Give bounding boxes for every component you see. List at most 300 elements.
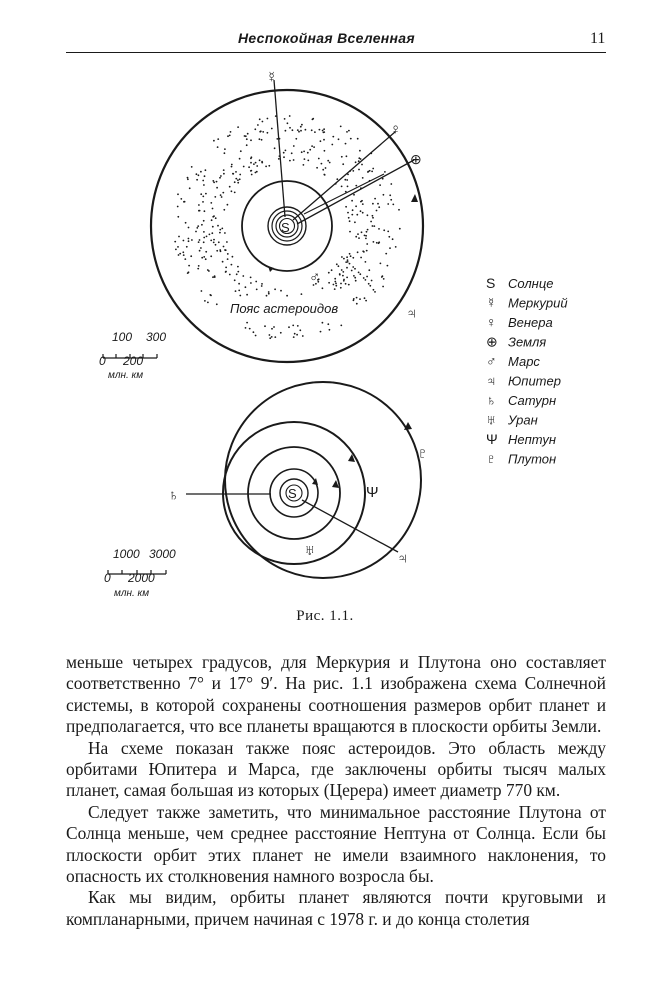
uranus-symbol: ♅: [304, 542, 316, 559]
asteroid-dot: [204, 210, 206, 212]
asteroid-dot: [352, 257, 354, 259]
asteroid-dot: [261, 283, 263, 285]
asteroid-dot: [336, 178, 338, 180]
asteroid-dot: [209, 234, 211, 236]
asteroid-dot: [287, 122, 289, 124]
asteroid-dot: [224, 232, 226, 234]
asteroid-dot: [348, 284, 350, 286]
asteroid-dot: [203, 241, 205, 243]
asteroid-dot: [199, 239, 201, 241]
asteroid-dot: [219, 232, 221, 234]
legend-label: Сатурн: [508, 393, 557, 408]
asteroid-dot: [197, 225, 199, 227]
asteroid-dot: [244, 135, 246, 137]
asteroid-dot: [303, 151, 305, 153]
page-number: 11: [590, 30, 606, 47]
asteroid-dot: [285, 150, 287, 152]
asteroid-dot: [294, 333, 296, 335]
asteroid-dot: [352, 170, 354, 172]
asteroid-dot: [274, 288, 276, 290]
asteroid-dot: [203, 184, 205, 186]
asteroid-dot: [340, 325, 342, 327]
asteroid-dot: [296, 334, 298, 336]
asteroid-dot: [234, 181, 236, 183]
outer-scale-tick-0: 0: [104, 571, 111, 585]
asteroid-dot: [259, 118, 261, 120]
asteroid-dot: [200, 247, 202, 249]
legend-label: Меркурий: [508, 295, 568, 311]
asteroid-dot: [323, 132, 325, 134]
asteroid-dot: [231, 164, 233, 166]
paragraph-4: Как мы видим, орбиты планет являются почти круговыми и компланарными, причем начиная с 1978 г. и до конца столетия: [66, 887, 606, 929]
asteroid-dot: [280, 332, 282, 334]
asteroid-dot: [373, 241, 375, 243]
legend-label: Плутон: [508, 451, 557, 467]
asteroid-dot: [346, 267, 348, 269]
asteroid-dot: [255, 172, 257, 174]
asteroid-dot: [352, 266, 354, 268]
asteroid-dot: [293, 145, 295, 147]
body-text: [66, 652, 606, 930]
asteroid-dot: [349, 231, 351, 233]
asteroid-dot: [177, 216, 179, 218]
asteroid-dot: [378, 228, 380, 230]
asteroid-dot: [323, 139, 325, 141]
asteroid-dot: [367, 214, 369, 216]
asteroid-dot: [187, 272, 189, 274]
asteroid-dot: [185, 222, 187, 224]
asteroid-dot: [246, 322, 248, 324]
asteroid-dot: [372, 203, 374, 205]
asteroid-dot: [327, 160, 329, 162]
asteroid-dot: [242, 275, 244, 277]
asteroid-dot: [307, 160, 309, 162]
asteroid-dot: [196, 173, 198, 175]
asteroid-dot: [328, 282, 330, 284]
asteroid-dot: [216, 303, 218, 305]
asteroid-dot: [197, 268, 199, 270]
asteroid-dot: [286, 295, 288, 297]
asteroid-dot: [210, 202, 212, 204]
asteroid-dot: [202, 201, 204, 203]
jupiter-symbol-inner: ♃: [406, 305, 418, 322]
asteroid-dot: [357, 233, 359, 235]
neptune-symbol: Ψ: [366, 484, 379, 501]
asteroid-dot: [333, 284, 335, 286]
asteroid-dot: [373, 225, 375, 227]
asteroid-dot: [353, 298, 355, 300]
asteroid-dot: [224, 148, 226, 150]
jupiter-pointer-line: [302, 500, 398, 552]
asteroid-dot: [323, 128, 325, 130]
asteroid-dot: [358, 157, 360, 159]
asteroid-dot: [213, 140, 215, 142]
legend-symbol: ☿: [486, 294, 497, 311]
asteroid-dot: [346, 155, 348, 157]
asteroid-dot: [365, 261, 367, 263]
asteroid-dot: [346, 256, 348, 258]
legend-symbol: ♇: [486, 450, 497, 467]
asteroid-dot: [283, 152, 285, 154]
asteroid-dot: [220, 194, 222, 196]
asteroid-dot: [362, 250, 364, 252]
asteroid-dot: [280, 290, 282, 292]
asteroid-dot: [388, 236, 390, 238]
asteroid-dot: [345, 143, 347, 145]
asteroid-dot: [358, 160, 360, 162]
asteroid-dot: [300, 126, 302, 128]
asteroid-dot: [216, 250, 218, 252]
asteroid-belt-label: Пояс астероидов: [230, 301, 339, 316]
asteroid-dot: [205, 251, 207, 253]
asteroid-dot: [346, 179, 348, 181]
asteroid-dot: [354, 277, 356, 279]
asteroid-dot: [300, 130, 302, 132]
asteroid-dot: [237, 271, 239, 273]
asteroid-dot: [341, 186, 343, 188]
asteroid-dot: [264, 325, 266, 327]
asteroid-dot: [222, 192, 224, 194]
asteroid-dot: [378, 206, 380, 208]
asteroid-dot: [301, 293, 303, 295]
asteroid-dot: [191, 166, 193, 168]
asteroid-dot: [360, 257, 362, 259]
asteroid-dot: [205, 193, 207, 195]
asteroid-dot: [213, 215, 215, 217]
asteroid-dot: [237, 126, 239, 128]
asteroid-dot: [248, 166, 250, 168]
asteroid-dot: [267, 132, 269, 134]
asteroid-dot: [362, 177, 364, 179]
asteroid-dot: [255, 281, 257, 283]
asteroid-dot: [231, 190, 233, 192]
outer-scale-tick-1000: 1000: [113, 547, 140, 561]
asteroid-dot: [322, 322, 324, 324]
asteroid-dot: [187, 178, 189, 180]
asteroid-dot: [355, 236, 357, 238]
asteroid-dot: [313, 146, 315, 148]
asteroid-dot: [349, 263, 351, 265]
asteroid-dot: [246, 144, 248, 146]
asteroid-dot: [320, 140, 322, 142]
legend-label: Солнце: [508, 276, 554, 291]
asteroid-dot: [283, 156, 285, 158]
asteroid-dot: [220, 250, 222, 252]
asteroid-dot: [227, 135, 229, 137]
asteroid-dot: [205, 169, 207, 171]
legend-label: Нептун: [508, 432, 556, 447]
asteroid-dot: [340, 283, 342, 285]
asteroid-dot: [365, 300, 367, 302]
asteroid-dot: [373, 289, 375, 291]
asteroid-dot: [314, 131, 316, 133]
asteroid-dot: [366, 231, 368, 233]
asteroid-dot: [253, 331, 255, 333]
asteroid-dot: [345, 206, 347, 208]
asteroid-dot: [364, 297, 366, 299]
figure-caption: Рис. 1.1.: [296, 608, 354, 624]
asteroid-dot: [351, 214, 353, 216]
asteroid-dot: [216, 181, 218, 183]
asteroid-dot: [274, 147, 276, 149]
asteroid-dot: [202, 196, 204, 198]
asteroid-dot: [334, 288, 336, 290]
asteroid-dot: [239, 158, 241, 160]
figure-solar-system: [0, 60, 650, 635]
asteroid-dot: [259, 131, 261, 133]
asteroid-dot: [297, 325, 299, 327]
asteroid-dot: [184, 258, 186, 260]
page-header: [0, 0, 650, 58]
asteroid-dot: [372, 215, 374, 217]
asteroid-dot: [212, 276, 214, 278]
jupiter-symbol-outer: ♃: [397, 550, 409, 567]
asteroid-dot: [214, 196, 216, 198]
asteroid-dot: [385, 253, 387, 255]
asteroid-dot: [347, 186, 349, 188]
asteroid-dot: [289, 160, 291, 162]
asteroid-dot: [309, 149, 311, 151]
asteroid-dot: [221, 196, 223, 198]
asteroid-dot: [199, 250, 201, 252]
asteroid-dot: [213, 242, 215, 244]
asteroid-dot: [392, 204, 394, 206]
asteroid-dot: [331, 269, 333, 271]
asteroid-dot: [387, 231, 389, 233]
outer-scale-unit: млн. км: [114, 588, 150, 599]
asteroid-dot: [334, 281, 336, 283]
asteroid-dot: [298, 131, 300, 133]
asteroid-dot: [359, 273, 361, 275]
asteroid-dot: [321, 163, 323, 165]
asteroid-dot: [359, 150, 361, 152]
asteroid-dot: [336, 263, 338, 265]
asteroid-dot: [329, 162, 331, 164]
asteroid-dot: [398, 209, 400, 211]
asteroid-dot: [239, 174, 241, 176]
asteroid-dot: [390, 199, 392, 201]
asteroid-dot: [387, 265, 389, 267]
asteroid-dot: [271, 328, 273, 330]
asteroid-dot: [212, 208, 214, 210]
asteroid-dot: [227, 204, 229, 206]
asteroid-dot: [183, 254, 185, 256]
asteroid-dot: [357, 138, 359, 140]
asteroid-dot: [273, 326, 275, 328]
legend-label: Уран: [508, 412, 538, 428]
asteroid-dot: [384, 171, 386, 173]
saturn-symbol: ♄: [168, 487, 180, 504]
asteroid-dot: [198, 241, 200, 243]
asteroid-dot: [267, 118, 269, 120]
asteroid-dot: [212, 226, 214, 228]
running-title: Неспокойная Вселенная: [238, 30, 415, 46]
legend-symbol: ♀: [486, 314, 497, 330]
asteroid-dot: [318, 158, 320, 160]
asteroid-dot: [250, 162, 252, 164]
asteroid-dot: [212, 180, 214, 182]
asteroid-dot: [356, 214, 358, 216]
asteroid-dot: [268, 291, 270, 293]
asteroid-dot: [382, 286, 384, 288]
asteroid-dot: [361, 231, 363, 233]
asteroid-dot: [175, 249, 177, 251]
asteroid-dot: [291, 152, 293, 154]
asteroid-dot: [328, 272, 330, 274]
asteroid-dot: [341, 256, 343, 258]
asteroid-dot: [378, 241, 380, 243]
asteroid-dot: [322, 130, 324, 132]
asteroid-dot: [196, 227, 198, 229]
legend-symbol: ♃: [486, 372, 497, 389]
asteroid-dot: [219, 229, 221, 231]
asteroid-dot: [231, 166, 233, 168]
asteroid-dot: [340, 126, 342, 128]
asteroid-dot: [178, 254, 180, 256]
asteroid-dot: [383, 194, 385, 196]
legend-symbol: S: [486, 275, 496, 291]
asteroid-dot: [356, 297, 358, 299]
asteroid-dot: [190, 255, 192, 257]
asteroid-dot: [203, 220, 205, 222]
asteroid-dot: [235, 178, 237, 180]
asteroid-dot: [335, 285, 337, 287]
asteroid-dot: [198, 174, 200, 176]
asteroid-dot: [200, 193, 202, 195]
asteroid-dot: [322, 169, 324, 171]
asteroid-dot: [178, 236, 180, 238]
solar-system-diagram: [0, 60, 650, 635]
asteroid-dot: [223, 209, 225, 211]
asteroid-dot: [320, 331, 322, 333]
asteroid-dot: [215, 244, 217, 246]
asteroid-dot: [249, 328, 251, 330]
asteroid-dot: [198, 204, 200, 206]
asteroid-dot: [374, 291, 376, 293]
asteroid-dot: [358, 237, 360, 239]
asteroid-dot: [302, 335, 304, 337]
asteroid-dot: [341, 156, 343, 158]
asteroid-dot: [254, 128, 256, 130]
asteroid-dot: [195, 231, 197, 233]
asteroid-dot: [232, 173, 234, 175]
inner-scale-tick-300: 300: [146, 330, 167, 344]
asteroid-dot: [183, 201, 185, 203]
asteroid-dot: [355, 161, 357, 163]
asteroid-dot: [206, 236, 208, 238]
asteroid-dot: [344, 179, 346, 181]
asteroid-dot: [331, 144, 333, 146]
legend-label: Земля: [508, 334, 547, 350]
asteroid-dot: [231, 264, 233, 266]
asteroid-dot: [366, 243, 368, 245]
asteroid-dot: [372, 225, 374, 227]
asteroid-dot: [265, 166, 267, 168]
asteroid-dot: [246, 294, 248, 296]
asteroid-dot: [329, 329, 331, 331]
asteroid-dot: [179, 253, 181, 255]
asteroid-dot: [229, 186, 231, 188]
asteroid-dot: [250, 282, 252, 284]
asteroid-dot: [285, 130, 287, 132]
asteroid-dot: [316, 167, 318, 169]
inner-scale-tick-0: 0: [99, 354, 106, 368]
asteroid-dot: [348, 130, 350, 132]
asteroid-dot: [271, 336, 273, 338]
asteroid-dot: [259, 138, 261, 140]
asteroid-dot: [250, 277, 252, 279]
asteroid-dot: [365, 235, 367, 237]
asteroid-dot: [364, 235, 366, 237]
header-rule: [66, 52, 606, 53]
asteroid-dot: [188, 227, 190, 229]
paragraph-1: меньше четырех градусов, для Меркурия и Плутона оно составляет соответственно 7° и 17° 9′. На рис. 1.1 изображена схема Солнечной системы, в которой сохранены соотношения размеров орбит планет и предполагается, что все планеты вращаются в плоскости орбиты Земли.: [66, 652, 606, 737]
asteroid-dot: [349, 253, 351, 255]
asteroid-dot: [345, 283, 347, 285]
asteroid-dot: [201, 224, 203, 226]
asteroid-dot: [227, 258, 229, 260]
asteroid-dot: [389, 194, 391, 196]
asteroid-dot: [220, 175, 222, 177]
legend-symbol: ♂: [486, 353, 497, 369]
asteroid-dot: [250, 170, 252, 172]
asteroid-dot: [374, 198, 376, 200]
asteroid-dot: [376, 242, 378, 244]
asteroid-dot: [365, 279, 367, 281]
paragraph-3: Следует также заметить, что минимальное расстояние Плутона от Солнца меньше, чем среднее расстояние Нептуна от Солнца. Если бы плоскости орбит этих планет не имели взаимного наклонения, то опасность их столкновения намного возросла бы.: [66, 801, 606, 887]
asteroid-dot: [342, 271, 344, 273]
asteroid-dot: [301, 151, 303, 153]
asteroid-dot: [382, 275, 384, 277]
asteroid-dot: [349, 220, 351, 222]
asteroid-dot: [183, 240, 185, 242]
asteroid-dot: [352, 209, 354, 211]
asteroid-dot: [350, 255, 352, 257]
asteroid-dot: [201, 290, 203, 292]
asteroid-dot: [390, 183, 392, 185]
asteroid-dot: [222, 261, 224, 263]
legend-symbol: ♄: [486, 392, 497, 408]
asteroid-dot: [322, 287, 324, 289]
asteroid-dot: [182, 251, 184, 253]
asteroid-dot: [348, 217, 350, 219]
asteroid-dot: [187, 177, 189, 179]
asteroid-dot: [203, 256, 205, 258]
asteroid-dot: [389, 247, 391, 249]
asteroid-dot: [323, 174, 325, 176]
asteroid-dot: [284, 118, 286, 120]
asteroid-dot: [177, 206, 179, 208]
asteroid-dot: [224, 249, 226, 251]
asteroid-dot: [355, 280, 357, 282]
asteroid-dot: [399, 228, 401, 230]
mercury-symbol: ☿: [266, 69, 278, 86]
asteroid-dot: [372, 217, 374, 219]
asteroid-dot: [297, 129, 299, 131]
asteroid-dot: [269, 337, 271, 339]
asteroid-dot: [261, 285, 263, 287]
asteroid-dot: [225, 271, 227, 273]
asteroid-dot: [353, 194, 355, 196]
asteroid-dot: [368, 269, 370, 271]
asteroid-dot: [238, 290, 240, 292]
legend-label: Марс: [508, 354, 540, 369]
asteroid-dot: [210, 240, 212, 242]
asteroid-dot: [223, 169, 225, 171]
asteroid-dot: [219, 177, 221, 179]
asteroid-dot: [380, 263, 382, 265]
asteroid-dot: [354, 221, 356, 223]
